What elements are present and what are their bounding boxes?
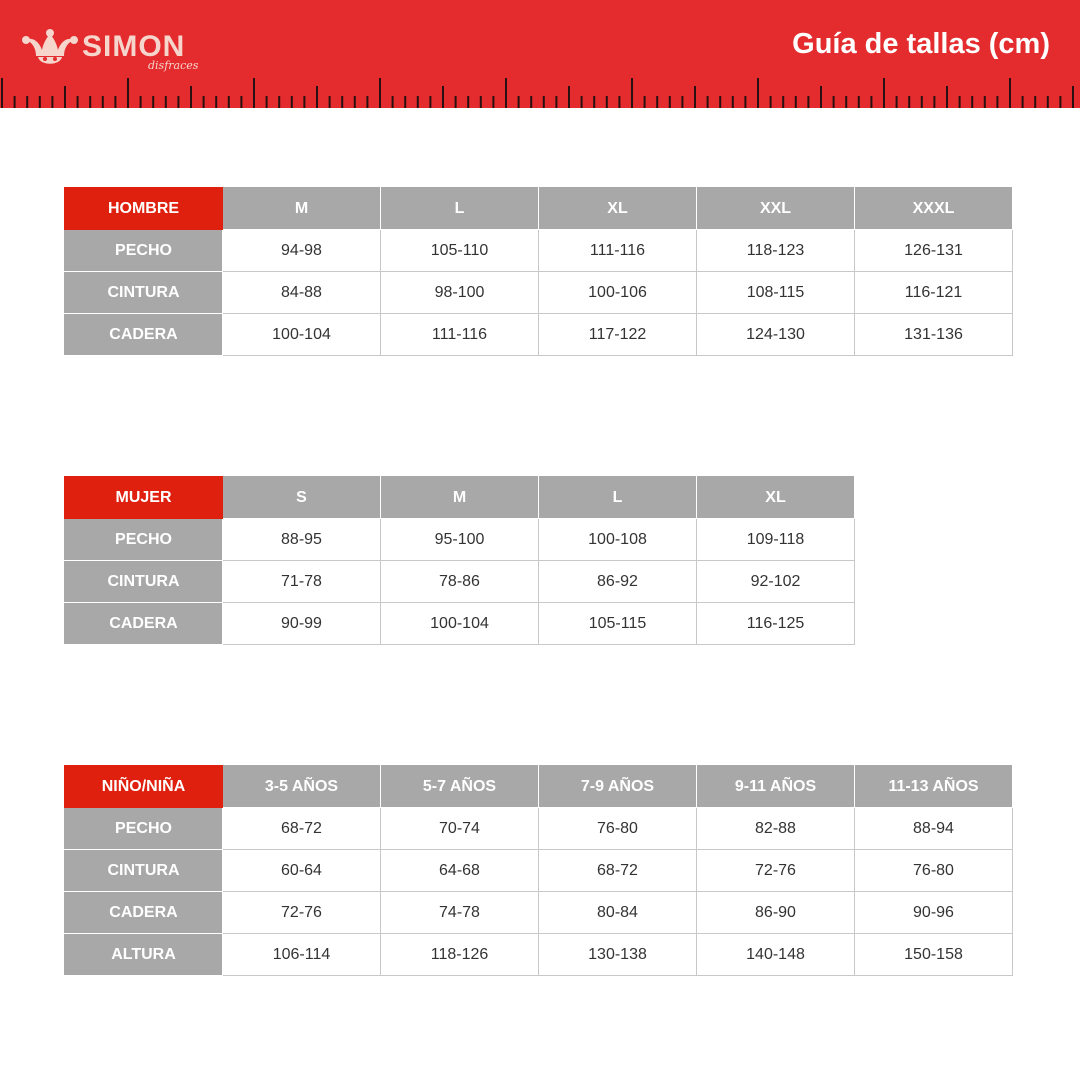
measurement-value: 98-100: [381, 272, 539, 314]
size-column-header: 11-13 AÑOS: [855, 766, 1013, 808]
table-category-label: HOMBRE: [65, 188, 223, 230]
measurement-value: 72-76: [697, 850, 855, 892]
measurement-value: 105-110: [381, 230, 539, 272]
brand-logo[interactable]: [20, 26, 210, 76]
size-column-header: 3-5 AÑOS: [223, 766, 381, 808]
measurement-value: 90-96: [855, 892, 1013, 934]
measurement-value: 100-106: [539, 272, 697, 314]
measurement-value: 126-131: [855, 230, 1013, 272]
size-column-header: XL: [697, 477, 855, 519]
measurement-value: 90-99: [223, 603, 381, 645]
table-row: [65, 561, 855, 603]
measurement-value: 70-74: [381, 808, 539, 850]
measurement-value: 106-114: [223, 934, 381, 976]
size-table-nino: [64, 765, 1013, 976]
measurement-value: 76-80: [539, 808, 697, 850]
size-column-header: M: [223, 188, 381, 230]
size-column-header: M: [381, 477, 539, 519]
measurement-label: PECHO: [65, 519, 223, 561]
measurement-value: 92-102: [697, 561, 855, 603]
measurement-value: 78-86: [381, 561, 539, 603]
measurement-label: CADERA: [65, 314, 223, 356]
size-column-header: S: [223, 477, 381, 519]
measurement-value: 88-95: [223, 519, 381, 561]
measurement-value: 150-158: [855, 934, 1013, 976]
measurement-value: 86-92: [539, 561, 697, 603]
measurement-value: 100-108: [539, 519, 697, 561]
table-row: [65, 850, 1013, 892]
measurement-value: 140-148: [697, 934, 855, 976]
table-category-label: MUJER: [65, 477, 223, 519]
measurement-value: 116-121: [855, 272, 1013, 314]
measurement-value: 95-100: [381, 519, 539, 561]
size-column-header: L: [381, 188, 539, 230]
table-row: [65, 272, 1013, 314]
measurement-value: 88-94: [855, 808, 1013, 850]
measurement-value: 116-125: [697, 603, 855, 645]
measurement-label: CINTURA: [65, 272, 223, 314]
measurement-value: 80-84: [539, 892, 697, 934]
size-column-header: 7-9 AÑOS: [539, 766, 697, 808]
table-header-row: [65, 766, 1013, 808]
size-column-header: 9-11 AÑOS: [697, 766, 855, 808]
measurement-label: CINTURA: [65, 850, 223, 892]
measurement-label: ALTURA: [65, 934, 223, 976]
measurement-value: 94-98: [223, 230, 381, 272]
measurement-value: 111-116: [539, 230, 697, 272]
measurement-value: 124-130: [697, 314, 855, 356]
table-row: [65, 230, 1013, 272]
table-row: [65, 519, 855, 561]
size-column-header: XL: [539, 188, 697, 230]
measurement-value: 100-104: [381, 603, 539, 645]
measurement-value: 84-88: [223, 272, 381, 314]
table-row: [65, 892, 1013, 934]
measurement-value: 109-118: [697, 519, 855, 561]
measurement-label: PECHO: [65, 230, 223, 272]
measurement-label: CADERA: [65, 892, 223, 934]
measurement-value: 74-78: [381, 892, 539, 934]
table-row: [65, 314, 1013, 356]
brand-subtitle: disfraces: [148, 59, 199, 72]
measurement-value: 82-88: [697, 808, 855, 850]
size-column-header: L: [539, 477, 697, 519]
measurement-label: PECHO: [65, 808, 223, 850]
size-column-header: XXL: [697, 188, 855, 230]
table-category-label: NIÑO/NIÑA: [65, 766, 223, 808]
table-header-row: [65, 188, 1013, 230]
table-row: [65, 808, 1013, 850]
measurement-value: 118-126: [381, 934, 539, 976]
size-table-hombre: [64, 187, 1013, 356]
measurement-value: 64-68: [381, 850, 539, 892]
measurement-value: 71-78: [223, 561, 381, 603]
measurement-value: 118-123: [697, 230, 855, 272]
page-title: Guía de tallas (cm): [792, 28, 1050, 60]
size-table-mujer: [64, 476, 855, 645]
measurement-value: 76-80: [855, 850, 1013, 892]
measurement-value: 105-115: [539, 603, 697, 645]
measurement-label: CINTURA: [65, 561, 223, 603]
measurement-value: 86-90: [697, 892, 855, 934]
measurement-value: 108-115: [697, 272, 855, 314]
measurement-value: 111-116: [381, 314, 539, 356]
measurement-value: 60-64: [223, 850, 381, 892]
table-row: [65, 603, 855, 645]
table-header-row: [65, 477, 855, 519]
measurement-value: 130-138: [539, 934, 697, 976]
ruler-ticks: [0, 74, 1080, 108]
measurement-value: 131-136: [855, 314, 1013, 356]
measurement-value: 68-72: [539, 850, 697, 892]
jester-hat-icon: [20, 26, 80, 70]
measurement-label: CADERA: [65, 603, 223, 645]
measurement-value: 72-76: [223, 892, 381, 934]
measurement-value: 100-104: [223, 314, 381, 356]
brand-name: SIMON: [82, 30, 186, 63]
table-row: [65, 934, 1013, 976]
header-bar: [0, 0, 1080, 108]
size-column-header: 5-7 AÑOS: [381, 766, 539, 808]
measurement-value: 117-122: [539, 314, 697, 356]
size-column-header: XXXL: [855, 188, 1013, 230]
measurement-value: 68-72: [223, 808, 381, 850]
